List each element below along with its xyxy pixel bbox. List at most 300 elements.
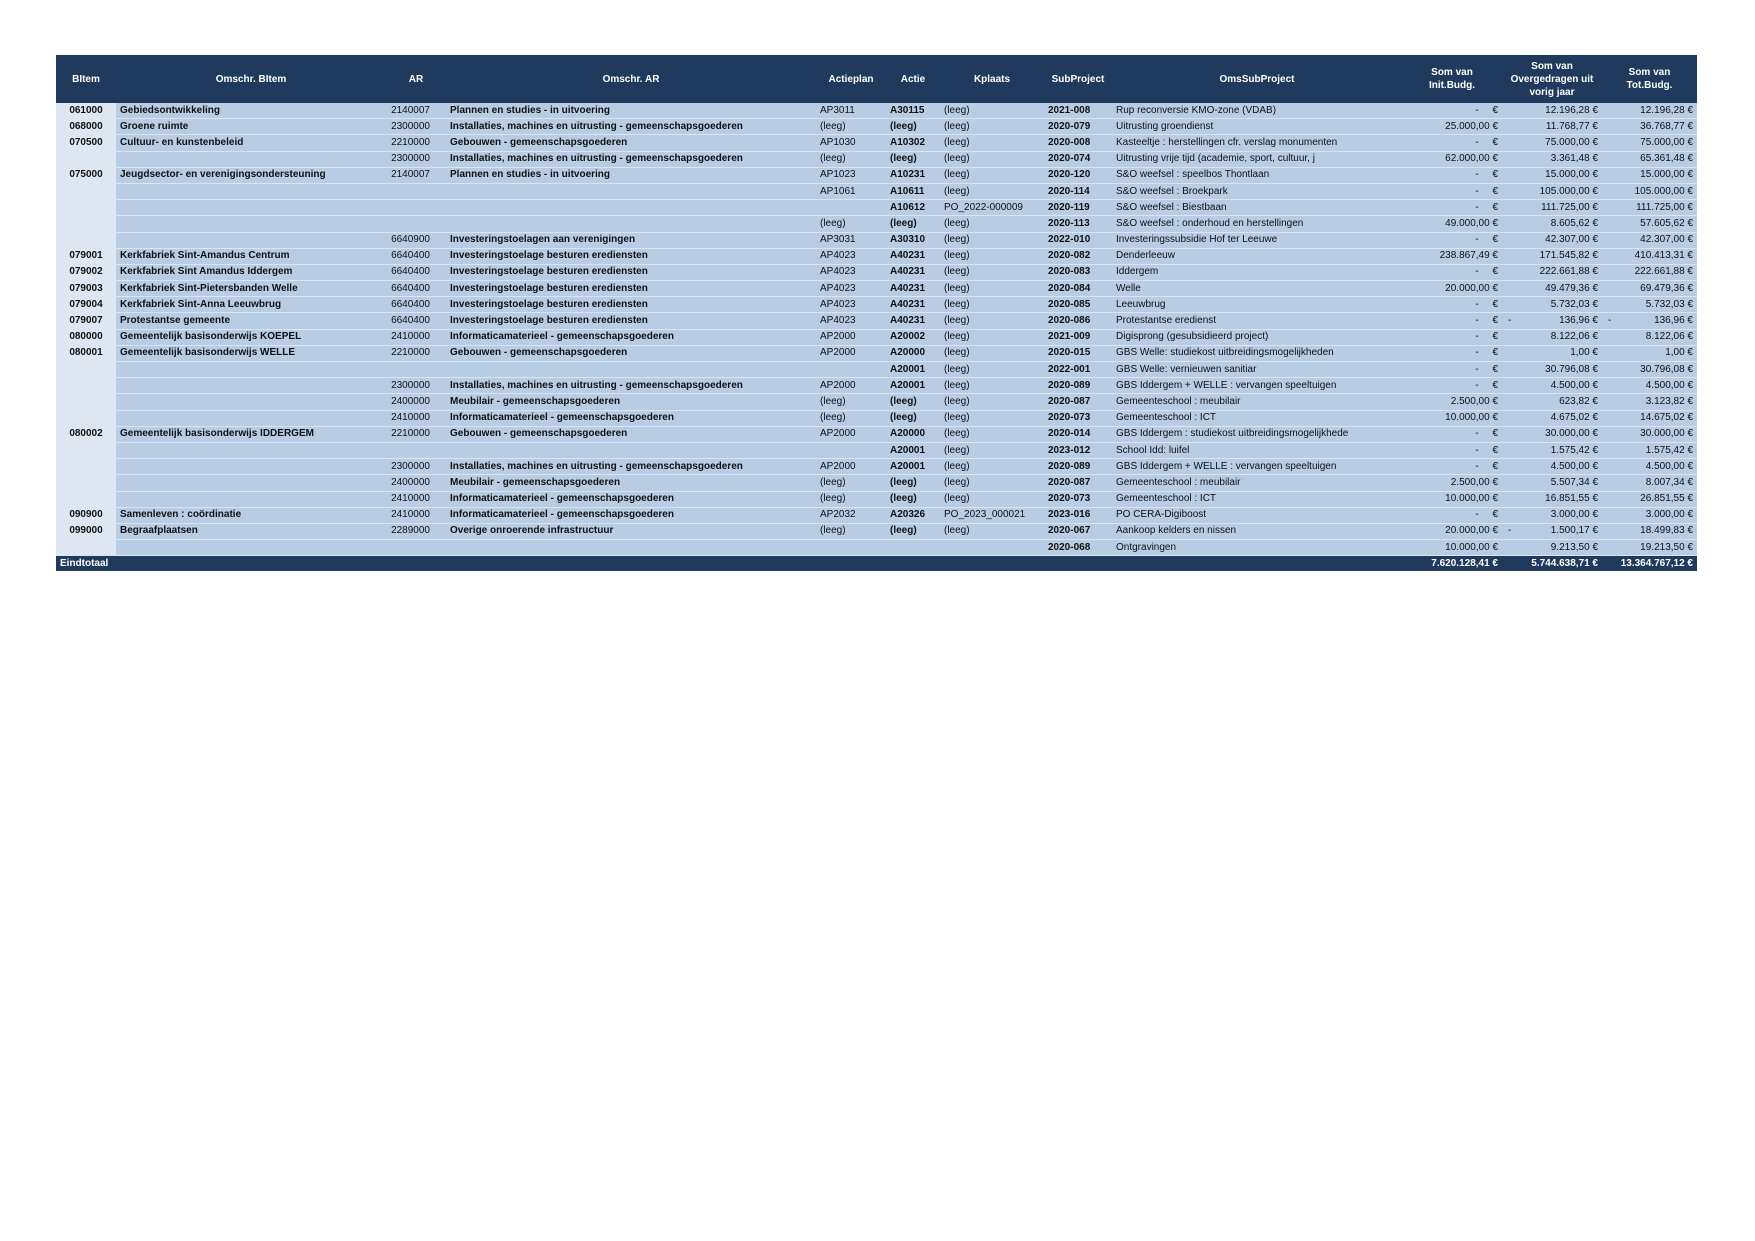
cell-subproject[interactable]: 2020-113	[1044, 216, 1112, 232]
cell-actieplan[interactable]: AP2000	[816, 459, 886, 475]
cell-omschr-ar[interactable]: Investeringstoelage besturen erediensten	[446, 264, 816, 280]
cell-actieplan[interactable]: AP2000	[816, 329, 886, 345]
cell-omschr-ar[interactable]: Overige onroerende infrastructuur	[446, 523, 816, 539]
cell-init-budg[interactable]	[1402, 167, 1502, 183]
cell-init-budg[interactable]	[1402, 232, 1502, 248]
cell-omschr-bitem[interactable]: Kerkfabriek Sint-Amandus Centrum	[116, 248, 386, 264]
cell-omschr-ar[interactable]: Installaties, machines en uitrusting - gemeenschapsgoederen	[446, 378, 816, 394]
cell-actieplan[interactable]: AP2000	[816, 345, 886, 361]
cell-omssubproject[interactable]: Rup reconversie KMO-zone (VDAB)	[1112, 103, 1402, 119]
cell-overgedragen[interactable]	[1502, 167, 1602, 183]
cell-ar[interactable]	[386, 200, 446, 216]
cell-tot-budg[interactable]	[1602, 232, 1697, 248]
cell-subproject[interactable]: 2020-008	[1044, 135, 1112, 151]
cell-overgedragen[interactable]	[1502, 216, 1602, 232]
cell-kplaats[interactable]: (leeg)	[940, 459, 1044, 475]
cell-init-budg[interactable]	[1402, 313, 1502, 329]
cell-omschr-bitem[interactable]	[116, 378, 386, 394]
cell-omssubproject[interactable]: Kasteeltje : herstellingen cfr. verslag monumenten	[1112, 135, 1402, 151]
cell-ar[interactable]: 6640400	[386, 248, 446, 264]
cell-ar[interactable]: 6640400	[386, 313, 446, 329]
cell-subproject[interactable]: 2020-084	[1044, 281, 1112, 297]
cell-ar[interactable]: 6640900	[386, 232, 446, 248]
cell-omschr-ar[interactable]	[446, 442, 816, 458]
cell-omschr-bitem[interactable]: Protestantse gemeente	[116, 313, 386, 329]
cell-tot-budg[interactable]	[1602, 264, 1697, 280]
cell-init-budg[interactable]: 10.000,00 €	[1402, 491, 1502, 507]
cell-bitem[interactable]	[56, 410, 116, 426]
cell-omssubproject[interactable]: S&O weefsel : Broekpark	[1112, 183, 1402, 199]
cell-init-budg[interactable]	[1402, 345, 1502, 361]
cell-tot-budg[interactable]	[1602, 410, 1697, 426]
col-header-omschr-bitem[interactable]: Omschr. BItem	[116, 55, 386, 103]
cell-tot-budg[interactable]	[1602, 362, 1697, 378]
cell-actie[interactable]: A20000	[886, 426, 940, 442]
cell-overgedragen[interactable]	[1502, 103, 1602, 119]
cell-ar[interactable]: 2140007	[386, 103, 446, 119]
cell-subproject[interactable]: 2020-083	[1044, 264, 1112, 280]
cell-tot-budg[interactable]	[1602, 540, 1697, 556]
cell-bitem[interactable]: 068000	[56, 119, 116, 135]
cell-init-budg[interactable]	[1402, 200, 1502, 216]
cell-actie[interactable]: A20001	[886, 378, 940, 394]
cell-bitem[interactable]: 080000	[56, 329, 116, 345]
cell-actie[interactable]: A20000	[886, 345, 940, 361]
cell-omssubproject[interactable]: Welle	[1112, 281, 1402, 297]
cell-actieplan[interactable]: AP4023	[816, 281, 886, 297]
cell-init-budg[interactable]	[1402, 183, 1502, 199]
cell-actieplan[interactable]: AP4023	[816, 313, 886, 329]
cell-tot-budg[interactable]	[1602, 459, 1697, 475]
cell-omssubproject[interactable]: Gemeenteschool : ICT	[1112, 491, 1402, 507]
cell-subproject[interactable]: 2021-009	[1044, 329, 1112, 345]
cell-overgedragen[interactable]	[1502, 313, 1602, 329]
cell-init-budg[interactable]	[1402, 507, 1502, 523]
cell-ar[interactable]: 2410000	[386, 329, 446, 345]
cell-actieplan[interactable]: (leeg)	[816, 410, 886, 426]
cell-tot-budg[interactable]	[1602, 329, 1697, 345]
cell-bitem[interactable]	[56, 442, 116, 458]
cell-omschr-ar[interactable]: Gebouwen - gemeenschapsgoederen	[446, 135, 816, 151]
cell-subproject[interactable]: 2021-008	[1044, 103, 1112, 119]
cell-omschr-bitem[interactable]: Gemeentelijk basisonderwijs WELLE	[116, 345, 386, 361]
cell-actie[interactable]: A10302	[886, 135, 940, 151]
cell-bitem[interactable]	[56, 232, 116, 248]
cell-tot-budg[interactable]	[1602, 103, 1697, 119]
cell-tot-budg[interactable]	[1602, 200, 1697, 216]
cell-overgedragen[interactable]	[1502, 151, 1602, 167]
cell-tot-budg[interactable]	[1602, 491, 1697, 507]
cell-overgedragen[interactable]	[1502, 491, 1602, 507]
cell-bitem[interactable]: 061000	[56, 103, 116, 119]
cell-overgedragen[interactable]	[1502, 281, 1602, 297]
cell-tot-budg[interactable]	[1602, 345, 1697, 361]
cell-omschr-ar[interactable]: Informaticamaterieel - gemeenschapsgoederen	[446, 329, 816, 345]
cell-omschr-ar[interactable]: Plannen en studies - in uitvoering	[446, 103, 816, 119]
cell-subproject[interactable]: 2023-016	[1044, 507, 1112, 523]
cell-actieplan[interactable]: (leeg)	[816, 216, 886, 232]
cell-omschr-bitem[interactable]	[116, 183, 386, 199]
cell-overgedragen[interactable]	[1502, 264, 1602, 280]
cell-kplaats[interactable]: (leeg)	[940, 394, 1044, 410]
cell-init-budg[interactable]: 20.000,00 €	[1402, 523, 1502, 539]
col-header-bitem[interactable]: BItem	[56, 55, 116, 103]
cell-ar[interactable]: 2410000	[386, 491, 446, 507]
cell-subproject[interactable]: 2020-068	[1044, 540, 1112, 556]
cell-actieplan[interactable]	[816, 442, 886, 458]
cell-omschr-bitem[interactable]: Cultuur- en kunstenbeleid	[116, 135, 386, 151]
cell-kplaats[interactable]: (leeg)	[940, 216, 1044, 232]
cell-actieplan[interactable]	[816, 200, 886, 216]
cell-omssubproject[interactable]: Denderleeuw	[1112, 248, 1402, 264]
cell-kplaats[interactable]: (leeg)	[940, 345, 1044, 361]
cell-tot-budg[interactable]	[1602, 313, 1697, 329]
cell-subproject[interactable]: 2020-014	[1044, 426, 1112, 442]
col-header-overgedragen[interactable]	[1502, 55, 1602, 103]
cell-bitem[interactable]: 080001	[56, 345, 116, 361]
cell-ar[interactable]: 2300000	[386, 119, 446, 135]
cell-actieplan[interactable]: AP4023	[816, 297, 886, 313]
col-header-omschr-ar[interactable]: Omschr. AR	[446, 55, 816, 103]
cell-omschr-ar[interactable]: Investeringstoelage besturen erediensten	[446, 248, 816, 264]
cell-overgedragen[interactable]	[1502, 362, 1602, 378]
cell-omssubproject[interactable]: GBS Iddergem + WELLE : vervangen speeltuigen	[1112, 459, 1402, 475]
cell-overgedragen[interactable]	[1502, 135, 1602, 151]
cell-tot-budg[interactable]	[1602, 135, 1697, 151]
col-header-actie[interactable]: Actie	[886, 55, 940, 103]
cell-tot-budg[interactable]	[1602, 183, 1697, 199]
col-header-kplaats[interactable]: Kplaats	[940, 55, 1044, 103]
cell-init-budg[interactable]: 25.000,00 €	[1402, 119, 1502, 135]
cell-omschr-ar[interactable]: Meubilair - gemeenschapsgoederen	[446, 394, 816, 410]
cell-actieplan[interactable]: AP1061	[816, 183, 886, 199]
cell-kplaats[interactable]: PO_2022-000009	[940, 200, 1044, 216]
cell-omschr-bitem[interactable]	[116, 232, 386, 248]
cell-tot-budg[interactable]	[1602, 151, 1697, 167]
cell-omschr-ar[interactable]	[446, 362, 816, 378]
cell-omschr-bitem[interactable]: Samenleven : coördinatie	[116, 507, 386, 523]
cell-omssubproject[interactable]: Gemeenteschool : meubilair	[1112, 475, 1402, 491]
cell-bitem[interactable]: 079007	[56, 313, 116, 329]
col-header-omssubproject[interactable]: OmsSubProject	[1112, 55, 1402, 103]
col-header-actieplan[interactable]: Actieplan	[816, 55, 886, 103]
cell-omschr-bitem[interactable]	[116, 475, 386, 491]
cell-omschr-bitem[interactable]	[116, 459, 386, 475]
cell-subproject[interactable]: 2020-082	[1044, 248, 1112, 264]
cell-bitem[interactable]: 080002	[56, 426, 116, 442]
cell-actieplan[interactable]: AP2032	[816, 507, 886, 523]
cell-omschr-ar[interactable]	[446, 216, 816, 232]
cell-ar[interactable]	[386, 183, 446, 199]
cell-kplaats[interactable]: (leeg)	[940, 475, 1044, 491]
cell-omssubproject[interactable]: S&O weefsel : onderhoud en herstellingen	[1112, 216, 1402, 232]
cell-omschr-bitem[interactable]	[116, 394, 386, 410]
cell-omschr-bitem[interactable]: Begraafplaatsen	[116, 523, 386, 539]
cell-omschr-ar[interactable]: Installaties, machines en uitrusting - gemeenschapsgoederen	[446, 119, 816, 135]
cell-init-budg[interactable]: 10.000,00 €	[1402, 540, 1502, 556]
cell-ar[interactable]: 2210000	[386, 345, 446, 361]
cell-init-budg[interactable]	[1402, 135, 1502, 151]
cell-init-budg[interactable]: 2.500,00 €	[1402, 394, 1502, 410]
cell-kplaats[interactable]: (leeg)	[940, 378, 1044, 394]
cell-actie[interactable]: (leeg)	[886, 151, 940, 167]
cell-init-budg[interactable]	[1402, 426, 1502, 442]
cell-actie[interactable]: A40231	[886, 264, 940, 280]
cell-subproject[interactable]: 2020-119	[1044, 200, 1112, 216]
cell-actie[interactable]: A20326	[886, 507, 940, 523]
cell-overgedragen[interactable]	[1502, 232, 1602, 248]
cell-omssubproject[interactable]: S&O weefsel : speelbos Thontlaan	[1112, 167, 1402, 183]
cell-actieplan[interactable]: (leeg)	[816, 475, 886, 491]
cell-subproject[interactable]: 2020-089	[1044, 378, 1112, 394]
col-header-subproject[interactable]: SubProject	[1044, 55, 1112, 103]
cell-omschr-ar[interactable]: Informaticamaterieel - gemeenschapsgoederen	[446, 491, 816, 507]
cell-init-budg[interactable]	[1402, 264, 1502, 280]
cell-omssubproject[interactable]: Gemeenteschool : meubilair	[1112, 394, 1402, 410]
cell-omschr-bitem[interactable]: Groene ruimte	[116, 119, 386, 135]
cell-omschr-bitem[interactable]	[116, 540, 386, 556]
cell-omschr-bitem[interactable]: Jeugdsector- en verenigingsondersteuning	[116, 167, 386, 183]
cell-ar[interactable]: 6640400	[386, 281, 446, 297]
cell-omssubproject[interactable]: Leeuwbrug	[1112, 297, 1402, 313]
cell-subproject[interactable]: 2020-073	[1044, 491, 1112, 507]
cell-actie[interactable]: (leeg)	[886, 491, 940, 507]
cell-kplaats[interactable]: (leeg)	[940, 264, 1044, 280]
cell-subproject[interactable]: 2022-010	[1044, 232, 1112, 248]
cell-bitem[interactable]	[56, 200, 116, 216]
cell-omschr-ar[interactable]: Plannen en studies - in uitvoering	[446, 167, 816, 183]
cell-kplaats[interactable]: (leeg)	[940, 281, 1044, 297]
cell-subproject[interactable]: 2020-087	[1044, 394, 1112, 410]
cell-omschr-ar[interactable]: Installaties, machines en uitrusting - gemeenschapsgoederen	[446, 459, 816, 475]
cell-bitem[interactable]	[56, 394, 116, 410]
cell-omssubproject[interactable]: Uitrusting groendienst	[1112, 119, 1402, 135]
cell-omschr-ar[interactable]: Meubilair - gemeenschapsgoederen	[446, 475, 816, 491]
cell-tot-budg[interactable]	[1602, 475, 1697, 491]
cell-bitem[interactable]	[56, 183, 116, 199]
cell-subproject[interactable]: 2020-079	[1044, 119, 1112, 135]
cell-actieplan[interactable]: (leeg)	[816, 394, 886, 410]
cell-omssubproject[interactable]: PO CERA-Digiboost	[1112, 507, 1402, 523]
cell-omschr-bitem[interactable]: Kerkfabriek Sint-Anna Leeuwbrug	[116, 297, 386, 313]
cell-actieplan[interactable]: AP3011	[816, 103, 886, 119]
cell-subproject[interactable]: 2020-067	[1044, 523, 1112, 539]
cell-actie[interactable]: (leeg)	[886, 394, 940, 410]
cell-omschr-bitem[interactable]	[116, 410, 386, 426]
cell-actie[interactable]: (leeg)	[886, 475, 940, 491]
cell-subproject[interactable]: 2020-074	[1044, 151, 1112, 167]
cell-ar[interactable]: 2410000	[386, 507, 446, 523]
cell-bitem[interactable]	[56, 491, 116, 507]
cell-overgedragen[interactable]	[1502, 540, 1602, 556]
cell-actie[interactable]: A30310	[886, 232, 940, 248]
cell-actie[interactable]: A10611	[886, 183, 940, 199]
cell-ar[interactable]: 2300000	[386, 378, 446, 394]
cell-bitem[interactable]: 079003	[56, 281, 116, 297]
cell-omssubproject[interactable]: GBS Welle: vernieuwen sanitiar	[1112, 362, 1402, 378]
cell-bitem[interactable]: 070500	[56, 135, 116, 151]
cell-omschr-ar[interactable]	[446, 200, 816, 216]
cell-overgedragen[interactable]	[1502, 329, 1602, 345]
cell-kplaats[interactable]: (leeg)	[940, 297, 1044, 313]
cell-omschr-bitem[interactable]	[116, 200, 386, 216]
cell-init-budg[interactable]	[1402, 362, 1502, 378]
cell-tot-budg[interactable]	[1602, 507, 1697, 523]
cell-omschr-bitem[interactable]	[116, 442, 386, 458]
cell-bitem[interactable]: 090900	[56, 507, 116, 523]
cell-omschr-bitem[interactable]: Gebiedsontwikkeling	[116, 103, 386, 119]
cell-bitem[interactable]	[56, 362, 116, 378]
cell-init-budg[interactable]: 62.000,00 €	[1402, 151, 1502, 167]
cell-subproject[interactable]: 2020-114	[1044, 183, 1112, 199]
cell-actie[interactable]: A40231	[886, 297, 940, 313]
cell-omschr-ar[interactable]: Investeringstoelage besturen erediensten	[446, 281, 816, 297]
cell-subproject[interactable]: 2022-001	[1044, 362, 1112, 378]
cell-omschr-ar[interactable]: Gebouwen - gemeenschapsgoederen	[446, 426, 816, 442]
cell-kplaats[interactable]: (leeg)	[940, 410, 1044, 426]
cell-overgedragen[interactable]	[1502, 200, 1602, 216]
cell-kplaats[interactable]	[940, 540, 1044, 556]
cell-overgedragen[interactable]	[1502, 442, 1602, 458]
cell-kplaats[interactable]: (leeg)	[940, 103, 1044, 119]
cell-omschr-bitem[interactable]	[116, 151, 386, 167]
cell-bitem[interactable]: 075000	[56, 167, 116, 183]
cell-ar[interactable]: 2400000	[386, 394, 446, 410]
cell-init-budg[interactable]	[1402, 459, 1502, 475]
cell-kplaats[interactable]: PO_2023_000021	[940, 507, 1044, 523]
cell-tot-budg[interactable]	[1602, 248, 1697, 264]
cell-init-budg[interactable]: 49.000,00 €	[1402, 216, 1502, 232]
cell-actie[interactable]: A20001	[886, 362, 940, 378]
cell-omssubproject[interactable]: Gemeenteschool : ICT	[1112, 410, 1402, 426]
cell-ar[interactable]: 2410000	[386, 410, 446, 426]
cell-omschr-bitem[interactable]	[116, 216, 386, 232]
cell-subproject[interactable]: 2020-073	[1044, 410, 1112, 426]
cell-omschr-ar[interactable]: Informaticamaterieel - gemeenschapsgoederen	[446, 507, 816, 523]
cell-bitem[interactable]: 099000	[56, 523, 116, 539]
cell-actie[interactable]: A40231	[886, 281, 940, 297]
cell-actieplan[interactable]: AP4023	[816, 264, 886, 280]
cell-actieplan[interactable]: AP1030	[816, 135, 886, 151]
cell-actie[interactable]: (leeg)	[886, 216, 940, 232]
cell-actie[interactable]: A10231	[886, 167, 940, 183]
cell-subproject[interactable]: 2020-086	[1044, 313, 1112, 329]
cell-actieplan[interactable]: (leeg)	[816, 491, 886, 507]
cell-omssubproject[interactable]: GBS Welle: studiekost uitbreidingsmogelijkheden	[1112, 345, 1402, 361]
cell-subproject[interactable]: 2020-120	[1044, 167, 1112, 183]
cell-ar[interactable]: 2400000	[386, 475, 446, 491]
cell-omschr-bitem[interactable]: Gemeentelijk basisonderwijs IDDERGEM	[116, 426, 386, 442]
cell-ar[interactable]	[386, 540, 446, 556]
cell-actieplan[interactable]: AP1023	[816, 167, 886, 183]
cell-actie[interactable]: A40231	[886, 248, 940, 264]
cell-ar[interactable]	[386, 442, 446, 458]
cell-actieplan[interactable]	[816, 362, 886, 378]
cell-actie[interactable]: A20001	[886, 459, 940, 475]
cell-omschr-bitem[interactable]: Kerkfabriek Sint-Pietersbanden Welle	[116, 281, 386, 297]
cell-subproject[interactable]: 2023-012	[1044, 442, 1112, 458]
cell-kplaats[interactable]: (leeg)	[940, 135, 1044, 151]
cell-tot-budg[interactable]	[1602, 216, 1697, 232]
cell-actieplan[interactable]: AP4023	[816, 248, 886, 264]
cell-omssubproject[interactable]: Investeringssubsidie Hof ter Leeuwe	[1112, 232, 1402, 248]
cell-actieplan[interactable]: (leeg)	[816, 119, 886, 135]
cell-kplaats[interactable]: (leeg)	[940, 426, 1044, 442]
cell-omssubproject[interactable]: Aankoop kelders en nissen	[1112, 523, 1402, 539]
cell-omssubproject[interactable]: Protestantse eredienst	[1112, 313, 1402, 329]
cell-init-budg[interactable]: 10.000,00 €	[1402, 410, 1502, 426]
cell-tot-budg[interactable]	[1602, 426, 1697, 442]
cell-kplaats[interactable]: (leeg)	[940, 232, 1044, 248]
cell-init-budg[interactable]	[1402, 103, 1502, 119]
cell-ar[interactable]: 6640400	[386, 264, 446, 280]
cell-omschr-bitem[interactable]	[116, 362, 386, 378]
cell-overgedragen[interactable]	[1502, 297, 1602, 313]
col-header-ar[interactable]: AR	[386, 55, 446, 103]
cell-ar[interactable]: 2289000	[386, 523, 446, 539]
cell-bitem[interactable]: 079002	[56, 264, 116, 280]
cell-tot-budg[interactable]	[1602, 119, 1697, 135]
cell-kplaats[interactable]: (leeg)	[940, 183, 1044, 199]
cell-overgedragen[interactable]	[1502, 394, 1602, 410]
cell-ar[interactable]: 2300000	[386, 151, 446, 167]
cell-omssubproject[interactable]: Digisprong (gesubsidieerd project)	[1112, 329, 1402, 345]
cell-actie[interactable]: (leeg)	[886, 119, 940, 135]
cell-ar[interactable]: 2300000	[386, 459, 446, 475]
cell-omssubproject[interactable]: S&O weefsel : Biestbaan	[1112, 200, 1402, 216]
cell-tot-budg[interactable]	[1602, 167, 1697, 183]
cell-tot-budg[interactable]	[1602, 442, 1697, 458]
cell-omssubproject[interactable]: Ontgravingen	[1112, 540, 1402, 556]
cell-actie[interactable]: A20002	[886, 329, 940, 345]
cell-ar[interactable]	[386, 362, 446, 378]
cell-overgedragen[interactable]	[1502, 345, 1602, 361]
cell-overgedragen[interactable]	[1502, 183, 1602, 199]
col-header-tot-budg[interactable]	[1602, 55, 1697, 103]
cell-overgedragen[interactable]	[1502, 119, 1602, 135]
cell-omschr-ar[interactable]: Installaties, machines en uitrusting - gemeenschapsgoederen	[446, 151, 816, 167]
cell-subproject[interactable]: 2020-087	[1044, 475, 1112, 491]
cell-tot-budg[interactable]	[1602, 378, 1697, 394]
cell-actieplan[interactable]: AP2000	[816, 426, 886, 442]
cell-bitem[interactable]	[56, 378, 116, 394]
cell-overgedragen[interactable]	[1502, 475, 1602, 491]
cell-actie[interactable]: A10612	[886, 200, 940, 216]
cell-ar[interactable]: 2140007	[386, 167, 446, 183]
cell-init-budg[interactable]	[1402, 329, 1502, 345]
cell-kplaats[interactable]: (leeg)	[940, 313, 1044, 329]
cell-overgedragen[interactable]	[1502, 459, 1602, 475]
cell-omschr-bitem[interactable]: Gemeentelijk basisonderwijs KOEPEL	[116, 329, 386, 345]
cell-actieplan[interactable]: (leeg)	[816, 151, 886, 167]
cell-overgedragen[interactable]	[1502, 426, 1602, 442]
cell-init-budg[interactable]: 2.500,00 €	[1402, 475, 1502, 491]
cell-bitem[interactable]	[56, 459, 116, 475]
cell-actie[interactable]	[886, 540, 940, 556]
cell-kplaats[interactable]: (leeg)	[940, 523, 1044, 539]
cell-omschr-ar[interactable]: Investeringstoelage besturen erediensten	[446, 313, 816, 329]
cell-tot-budg[interactable]	[1602, 394, 1697, 410]
cell-actie[interactable]: A30115	[886, 103, 940, 119]
cell-tot-budg[interactable]	[1602, 523, 1697, 539]
cell-actieplan[interactable]: AP2000	[816, 378, 886, 394]
cell-subproject[interactable]: 2020-089	[1044, 459, 1112, 475]
cell-actieplan[interactable]: AP3031	[816, 232, 886, 248]
cell-bitem[interactable]	[56, 540, 116, 556]
cell-overgedragen[interactable]	[1502, 248, 1602, 264]
cell-tot-budg[interactable]	[1602, 297, 1697, 313]
cell-overgedragen[interactable]	[1502, 507, 1602, 523]
